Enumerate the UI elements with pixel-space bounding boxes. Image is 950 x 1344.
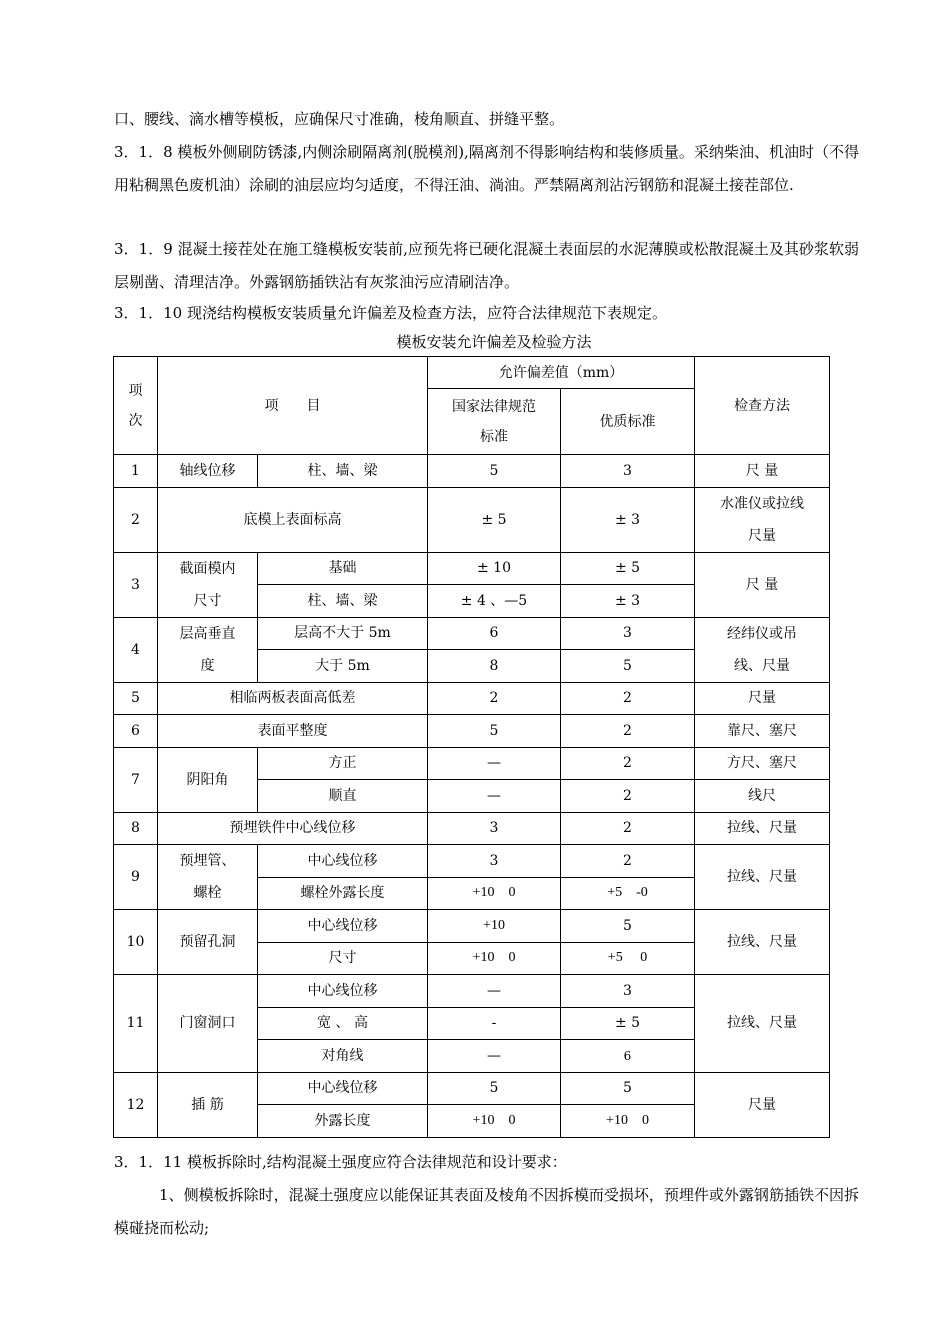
row-method: 拉线、尺量	[695, 975, 830, 1073]
row-quality: 2	[561, 780, 695, 813]
header-national: 国家法律规范 标准	[428, 389, 561, 455]
row-national: —	[428, 975, 561, 1008]
row-method: 尺量	[695, 1072, 830, 1137]
row-subitem: 柱、墙、梁	[258, 455, 428, 488]
row-subitem: 顺直	[258, 780, 428, 813]
row-method: 尺 量	[695, 455, 830, 488]
row-national: ± 4 、—5	[428, 585, 561, 618]
row-number: 12	[114, 1072, 158, 1137]
row-item: 层高垂直 度	[158, 617, 258, 682]
row-subitem: 中心线位移	[258, 845, 428, 878]
row-quality: 6	[561, 1040, 695, 1073]
row-item: 插 筋	[158, 1072, 258, 1137]
table-caption: 模板安装允许偏差及检验方法	[396, 333, 592, 351]
row-quality: ± 5	[561, 1007, 695, 1040]
row-item: 预留孔洞	[158, 910, 258, 975]
row-item: 预埋铁件中心线位移	[158, 812, 428, 845]
row-subitem: 方正	[258, 747, 428, 780]
row-quality: 5	[561, 1072, 695, 1105]
row-item: 表面平整度	[158, 715, 428, 748]
row-quality: 5	[561, 650, 695, 683]
paragraph-3-1-8: 3．1．8 模板外侧刷防锈漆,内侧涂刷隔离剂(脱模剂),隔离剂不得影响结构和装修质量。采纳柴油、机油时（不得用粘稠黑色废机油）涂刷的油层应均匀适度，不得汪油、淌油。严禁隔离剂沾污钢筋和混凝土接茬部位.	[114, 143, 859, 194]
row-national: 3	[428, 845, 561, 878]
row-item: 轴线位移	[158, 455, 258, 488]
tolerance-table	[113, 356, 830, 1138]
paragraph-intro: 口、腰线、滴水槽等模板，应确保尺寸准确，棱角顺直、拼缝平整。	[114, 110, 565, 128]
header-quality: 优质标准	[561, 389, 695, 455]
row-method: 经纬仪或吊 线、尺量	[695, 617, 830, 682]
row-quality: +10 0	[561, 1105, 695, 1138]
row-national: —	[428, 747, 561, 780]
row-quality: 3	[561, 975, 695, 1008]
row-quality: ± 3	[561, 487, 695, 552]
row-item: 底模上表面标高	[158, 487, 428, 552]
row-subitem: 大于 5m	[258, 650, 428, 683]
row-item: 阴阳角	[158, 747, 258, 812]
row-national: ± 5	[428, 487, 561, 552]
row-subitem: 中心线位移	[258, 910, 428, 943]
row-subitem: 尺寸	[258, 942, 428, 975]
row-number: 6	[114, 715, 158, 748]
row-number: 4	[114, 617, 158, 682]
row-national: +10 0	[428, 1105, 561, 1138]
row-item: 预埋管、 螺栓	[158, 845, 258, 910]
row-method: 尺量	[695, 682, 830, 715]
row-national: 6	[428, 617, 561, 650]
row-subitem: 中心线位移	[258, 975, 428, 1008]
row-method: 方尺、塞尺	[695, 747, 830, 780]
row-quality: +5 0	[561, 942, 695, 975]
row-item: 门窗洞口	[158, 975, 258, 1073]
row-quality: 3	[561, 617, 695, 650]
row-number: 7	[114, 747, 158, 812]
header-index: 项 次	[114, 357, 158, 455]
row-number: 1	[114, 455, 158, 488]
row-quality: 2	[561, 812, 695, 845]
row-quality: 2	[561, 715, 695, 748]
row-national: +10 0	[428, 877, 561, 910]
row-method: 尺 量	[695, 552, 830, 617]
row-national: ± 10	[428, 552, 561, 585]
row-quality: 2	[561, 845, 695, 878]
header-item: 项 目	[158, 357, 428, 455]
row-national: 3	[428, 812, 561, 845]
row-method: 拉线、尺量	[695, 845, 830, 910]
row-subitem: 层高不大于 5m	[258, 617, 428, 650]
row-number: 2	[114, 487, 158, 552]
row-method: 靠尺、塞尺	[695, 715, 830, 748]
paragraph-3-1-11: 3．1．11 模板拆除时,结构混凝土强度应符合法律规范和设计要求：	[114, 1153, 567, 1171]
row-method: 拉线、尺量	[695, 812, 830, 845]
row-quality: 2	[561, 747, 695, 780]
row-number: 5	[114, 682, 158, 715]
row-method: 水准仪或拉线 尺量	[695, 487, 830, 552]
row-quality: ± 3	[561, 585, 695, 618]
paragraph-3-1-10: 3．1．10 现浇结构模板安装质量允许偏差及检查方法，应符合法律规范下表规定。	[114, 304, 667, 322]
row-number: 3	[114, 552, 158, 617]
row-subitem: 螺栓外露长度	[258, 877, 428, 910]
row-quality: 3	[561, 455, 695, 488]
row-national: —	[428, 1040, 561, 1073]
row-national: +10 0	[428, 942, 561, 975]
row-item: 截面模内 尺寸	[158, 552, 258, 617]
row-item: 相临两板表面高低差	[158, 682, 428, 715]
row-quality: 2	[561, 682, 695, 715]
row-national: 8	[428, 650, 561, 683]
row-quality: 5	[561, 910, 695, 943]
row-national: -	[428, 1007, 561, 1040]
row-subitem: 对角线	[258, 1040, 428, 1073]
row-national: +10	[428, 910, 561, 943]
row-subitem: 中心线位移	[258, 1072, 428, 1105]
row-number: 8	[114, 812, 158, 845]
row-national: 2	[428, 682, 561, 715]
row-national: 5	[428, 455, 561, 488]
row-national: —	[428, 780, 561, 813]
row-number: 11	[114, 975, 158, 1073]
row-method: 拉线、尺量	[695, 910, 830, 975]
row-number: 10	[114, 910, 158, 975]
row-national: 5	[428, 715, 561, 748]
paragraph-side-formwork: 1、侧模板拆除时，混凝土强度应以能保证其表面及棱角不因拆模而受损坏，预埋件或外露钢筋插铁不因拆模碰挠而松动;	[114, 1186, 859, 1237]
row-subitem: 宽 、 高	[258, 1007, 428, 1040]
row-subitem: 外露长度	[258, 1105, 428, 1138]
row-quality: ± 5	[561, 552, 695, 585]
header-method: 检查方法	[695, 357, 830, 455]
row-national: 5	[428, 1072, 561, 1105]
row-quality: +5 -0	[561, 877, 695, 910]
row-method: 线尺	[695, 780, 830, 813]
header-allowed: 允许偏差值（mm）	[428, 357, 695, 389]
paragraph-3-1-9: 3．1．9 混凝土接茬处在施工缝模板安装前,应预先将已硬化混凝土表面层的水泥薄膜或松散混凝土及其砂浆软弱层剔凿、清理洁净。外露钢筋插铁沾有灰浆油污应清刷洁净。	[114, 240, 859, 291]
row-subitem: 基础	[258, 552, 428, 585]
row-number: 9	[114, 845, 158, 910]
row-subitem: 柱、墙、梁	[258, 585, 428, 618]
